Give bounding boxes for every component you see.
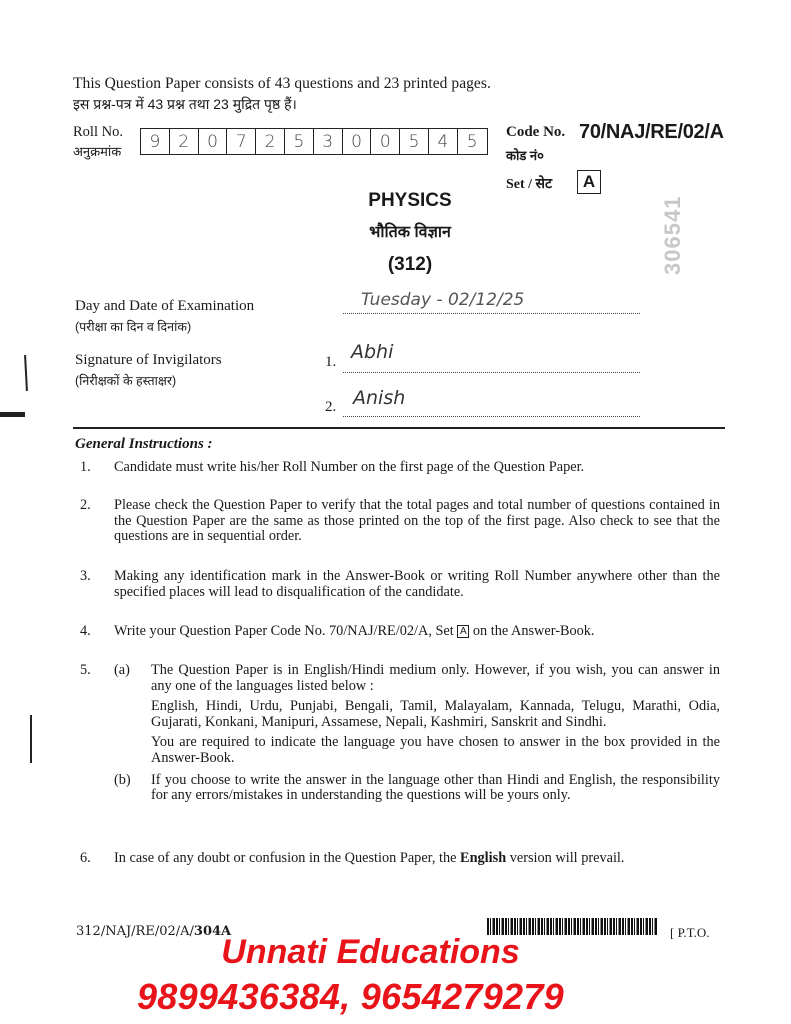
roll-digit[interactable]: 9 [141,129,170,154]
instruction-number: 6. [80,850,91,866]
exam-date-label [75,296,254,338]
watermark-brand: Unnati Educations [221,933,520,971]
roll-digit[interactable]: 7 [227,129,256,154]
pto-label: [ P.T.O. [670,925,710,940]
instruction-text: Please check the Question Paper to verify that the total pages and total number of questions contained in the Question Paper are the same as those printed on the top of the first page. Also check to see that the questions are in sequential order. [114,497,720,545]
roll-digit[interactable]: 5 [400,129,429,154]
instruction-5a-note: You are required to indicate the language you have chosen to answer in the box provided in the Answer-Book. [151,734,720,766]
question-count-info-hi: इस प्रश्न-पत्र में 43 प्रश्न तथा 23 मुद्रित पृष्ठ हैं। [73,96,297,112]
exam-date-field[interactable] [343,290,640,314]
instruction-text: Making any identification mark in the Answer-Book or writing Roll Number anywhere other than the specified places will lead to disqualification of the candidate. [114,568,720,600]
exam-date-label-hi: (परीक्षा का दिन व दिनांक) [75,320,192,334]
roll-digit[interactable]: 2 [170,129,199,154]
instruction-text-part: In case of any doubt or confusion in the Question Paper, the [114,850,461,866]
roll-digit[interactable]: 4 [429,129,458,154]
instruction-number: 3. [80,568,91,584]
general-instructions-title: General Instructions : [75,436,213,452]
instruction-number: 1. [80,459,91,475]
instruction-text: Candidate must write his/her Roll Number on the first page of the Question Paper. [114,459,585,475]
instruction-item-3 [80,569,720,600]
instruction-item-6 [80,851,720,867]
roll-digit[interactable]: 2 [256,129,285,154]
instruction-text [114,851,720,867]
margin-mark [24,355,28,391]
signature-1-field[interactable] [343,341,640,373]
signature-2-field[interactable] [343,387,640,417]
code-no-label-hi: कोड नं० [506,148,544,163]
exam-date-value: Tuesday - 02/12/25 [361,290,525,310]
footer-code-bold: 304A [193,924,232,939]
roll-number-grid[interactable] [140,128,488,155]
instruction-5b [114,773,720,804]
sub-tag: (b) [114,771,131,788]
invigilator-label-en: Signature of Invigilators [75,352,222,368]
instruction-5a-text: The Question Paper is in English/Hindi medium only. However, if you wish, you can answer in any one of the languages listed below : [151,662,720,694]
instruction-number: 4. [80,623,91,639]
watermark-phone: 9899436384, 9654279279 [136,976,565,1017]
roll-number-label [73,123,123,161]
instruction-item-2 [80,498,720,545]
instruction-text-part: Write your Question Paper Code No. 70/NAJ/RE/02/A, Set [114,623,458,639]
subject-code: (312) [387,254,433,275]
exam-date-label-en: Day and Date of Examination [75,298,255,314]
code-no-label: Code No. [506,124,566,140]
signature-2-value: Anish [353,387,406,409]
language-list: English, Hindi, Urdu, Punjabi, Bengali, Tamil, Malayalam, Kannada, Telugu, Marathi, Odia, Gujarati, Konkani, Manipuri, Assamese, Nepali, Kashmiri, Sanskrit and Sindhi. [151,698,720,730]
margin-mark [0,412,25,417]
instruction-emphasis: English [460,850,507,866]
serial-stamp: 306541 [660,195,685,275]
roll-label-en: Roll No. [73,124,123,140]
set-a-box: A [457,625,469,638]
margin-mark [30,715,32,763]
subject-name-en: PHYSICS [368,190,452,211]
roll-digit[interactable]: 0 [371,129,400,154]
invigilator-label-hi: (निरीक्षकों के हस्ताक्षर) [75,374,177,388]
set-label: Set / सेट [506,177,553,192]
instruction-item-1 [80,460,720,476]
roll-digit[interactable]: 3 [314,129,343,154]
roll-digit[interactable]: 5 [466,131,478,152]
instruction-item-4 [80,624,720,640]
instruction-number: 5. [80,662,91,678]
roll-digit[interactable]: 5 [285,129,314,154]
invigilator-signature-label [75,350,222,392]
set-value-box: A [577,170,601,194]
instruction-text [114,624,720,640]
signature-1-value: Abhi [351,341,394,363]
instruction-number: 2. [80,497,91,513]
code-no-value: 70/NAJ/RE/02/A [579,121,724,143]
subject-name-hi: भौतिक विज्ञान [369,224,451,241]
signature-2-number: 2. [325,399,337,415]
section-divider [73,427,725,429]
footer-code-plain: 312/NAJ/RE/02/A/ [76,924,194,939]
instruction-item-5 [80,663,720,804]
instruction-text-part: on the Answer-Book. [469,623,595,639]
sub-tag: (a) [114,662,130,678]
signature-1-number: 1. [325,354,337,370]
instruction-5b-text: If you choose to write the answer in the language other than Hindi and English, the responsibility for any errors/mistakes in understanding the questions will be yours only. [151,771,720,804]
roll-digit[interactable]: 0 [343,129,372,154]
question-count-info-en: This Question Paper consists of 43 questions and 23 printed pages. [73,75,491,92]
roll-digit[interactable]: 0 [199,129,228,154]
instruction-text-part: version will prevail. [506,850,625,866]
instruction-5a [114,663,720,767]
roll-label-hi: अनुक्रमांक [73,144,122,159]
